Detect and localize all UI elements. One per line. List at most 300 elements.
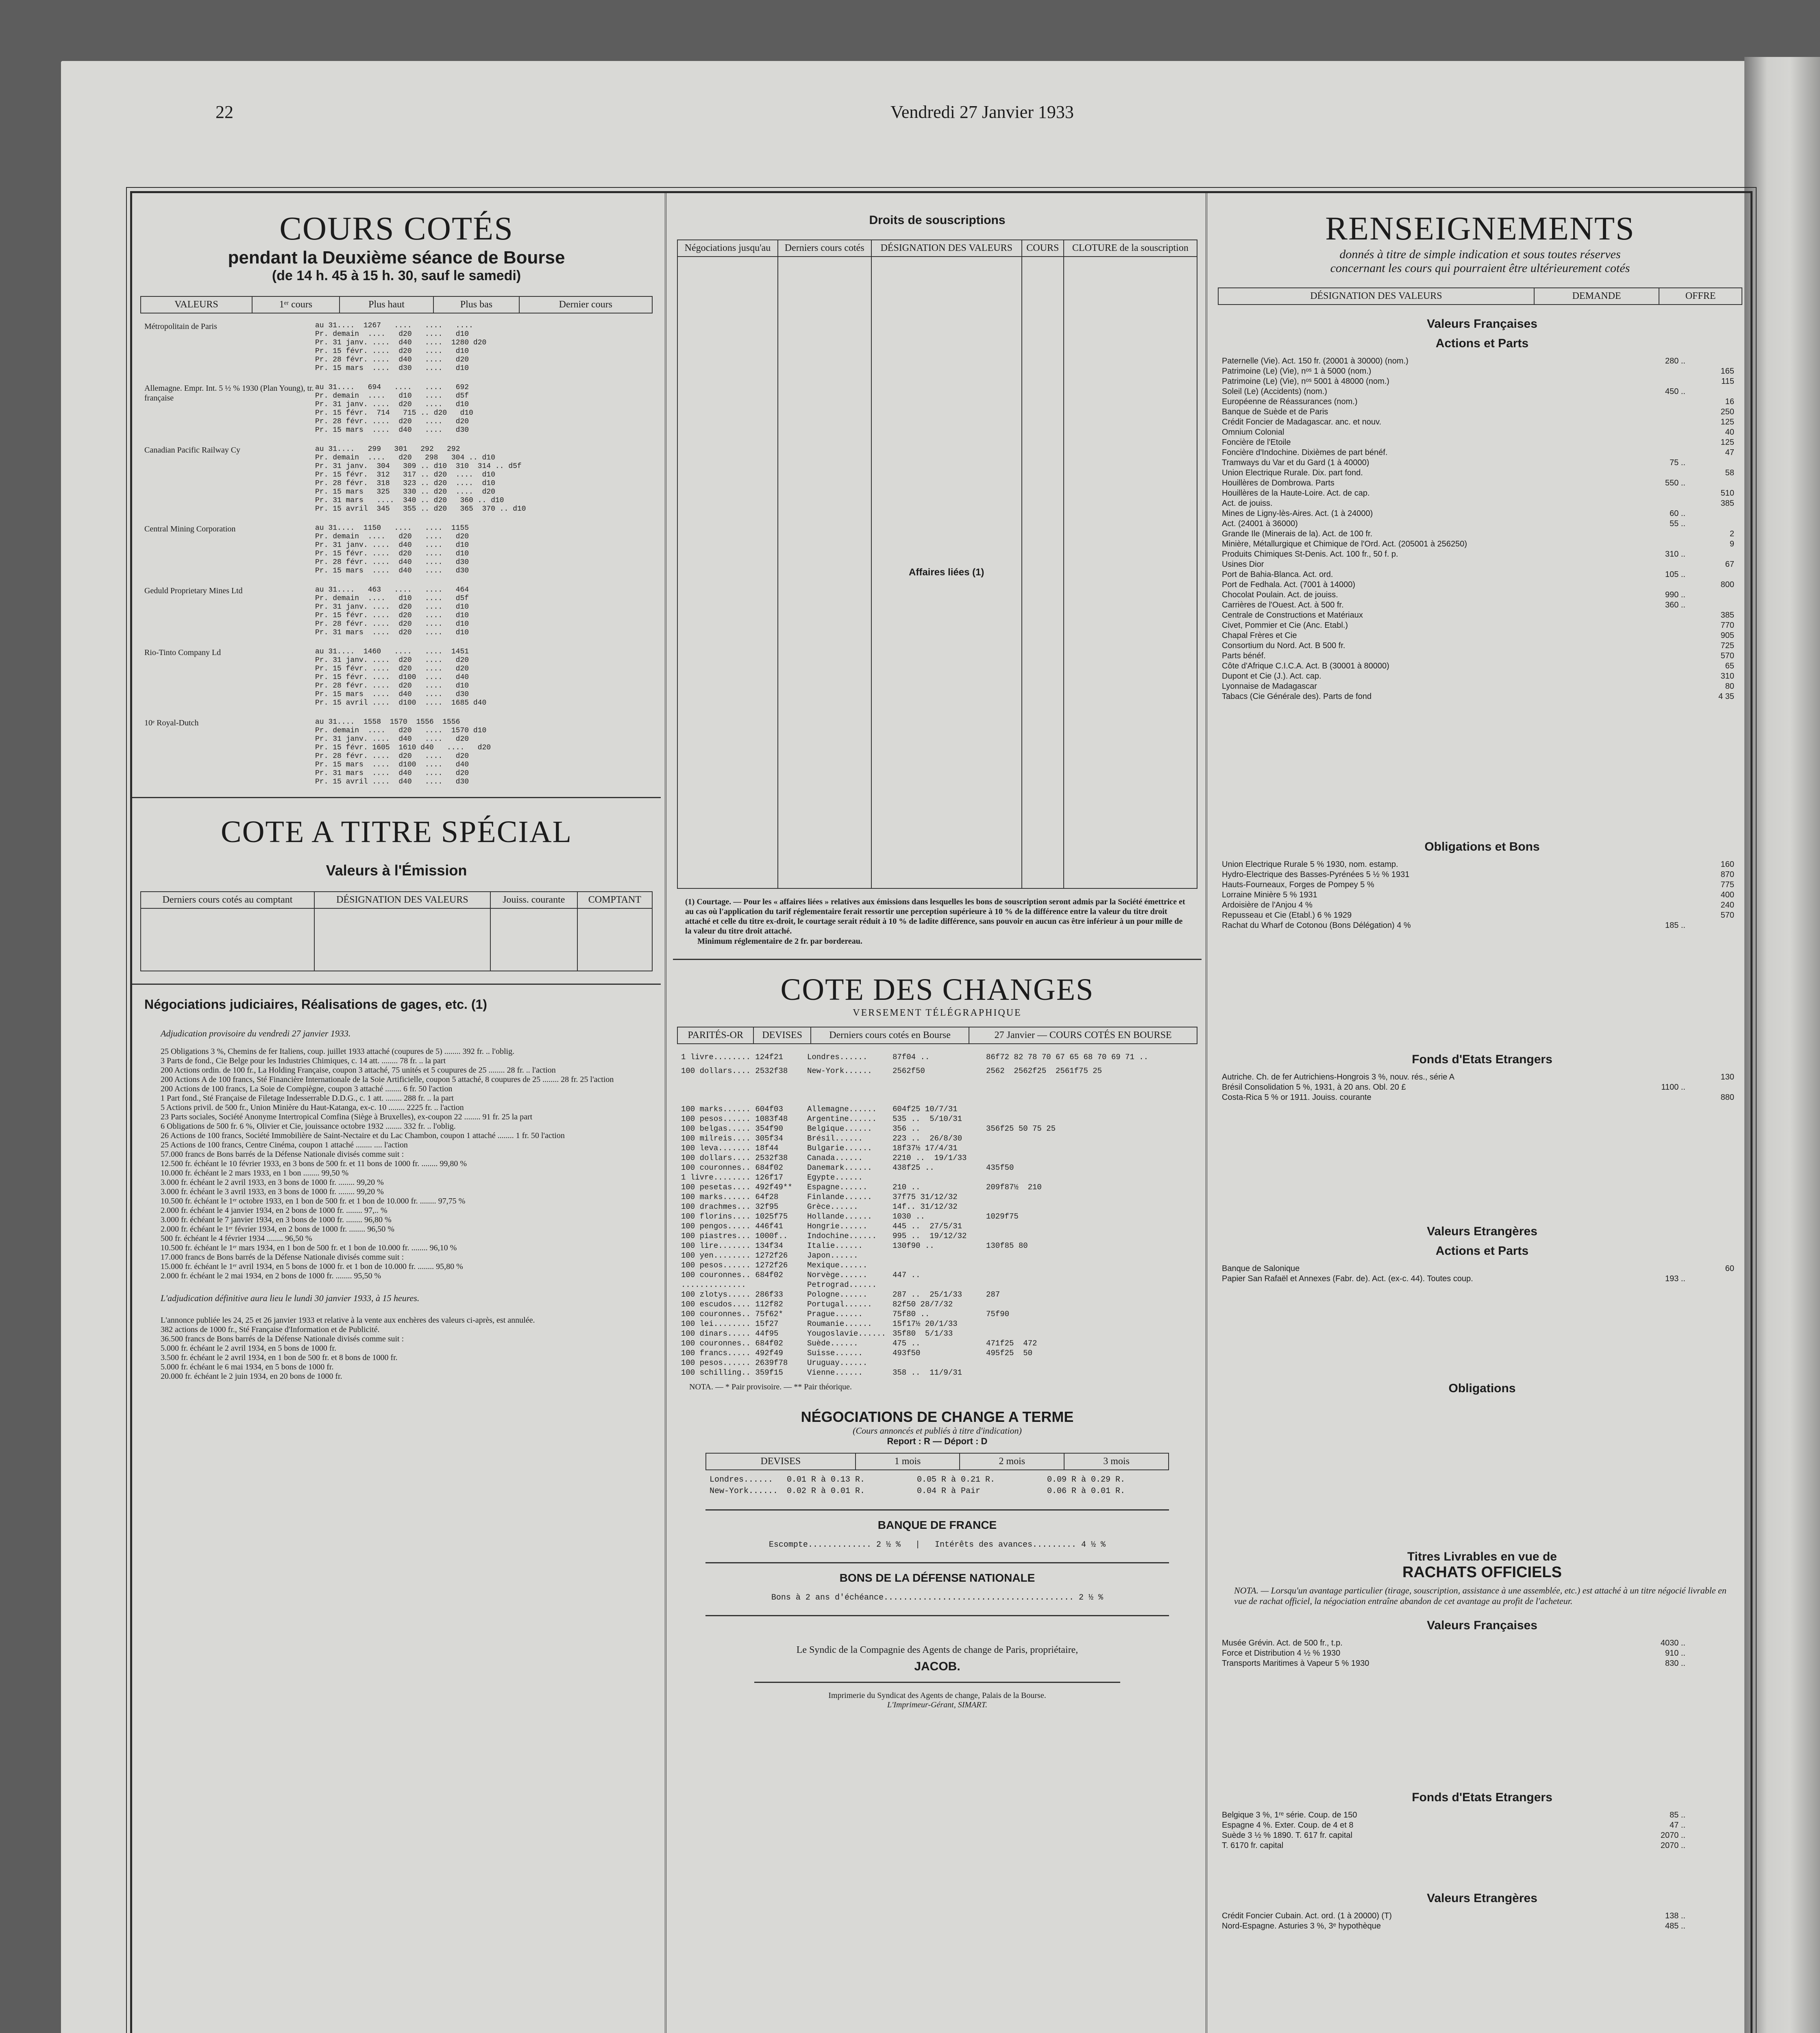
changes-cell: 100 pesetas.... 492f49** <box>681 1183 792 1192</box>
value-name: Centrale de Constructions et Matériaux <box>1222 611 1363 620</box>
special-empty-cell <box>490 908 577 971</box>
page-frame <box>130 191 1753 2033</box>
cours-quote-line: Pr. 15 févr. .... d20 .... d10 <box>315 612 469 620</box>
value-name: Chapal Frères et Cie <box>1222 631 1297 640</box>
cours-quote-line: Pr. 31 mars .... d20 .... d10 <box>315 629 469 637</box>
terme-cell: Londres...... <box>710 1475 773 1484</box>
cours-value-name: Central Mining Corporation <box>144 525 236 533</box>
renseignement-row <box>1222 590 1742 600</box>
nego-title: Négociations judiciaires, Réalisations de gages, etc. (1) <box>144 997 487 1012</box>
value-demande <box>1628 417 1685 427</box>
changes-cell <box>986 1251 1181 1260</box>
changes-subtitle: VERSEMENT TÉLÉGRAPHIQUE <box>853 1008 1022 1018</box>
changes-row <box>681 1182 1197 1192</box>
changes-cell <box>893 1280 986 1290</box>
changes-cell <box>986 1173 1181 1182</box>
nego-line: 25 Obligations 3 %, Chemins de fer Italiens, coup. juillet 1933 attaché (coupures de 5) ........ 392 fr. .. l'oblig. <box>161 1047 515 1056</box>
cours-subtitle-hours: (de 14 h. 45 à 15 h. 30, sauf le samedi) <box>272 268 521 283</box>
value-offre <box>1685 478 1734 488</box>
special-empty-cell <box>141 908 314 971</box>
value-demande <box>1628 681 1685 692</box>
value-demande <box>1628 468 1685 478</box>
syndic-line: Le Syndic de la Compagnie des Agents de change de Paris, propriétaire, <box>796 1645 1078 1655</box>
changes-cell: 471f25 472 <box>986 1339 1037 1348</box>
fonds-row <box>1222 1082 1742 1093</box>
cours-quote-line: Pr. demain .... d20 .... d20 <box>315 533 469 541</box>
value-name: Civet, Pommier et Cie (Anc. Etabl.) <box>1222 621 1348 630</box>
value-offre: 165 <box>1720 367 1734 376</box>
middle-column <box>673 193 1202 2033</box>
cours-quote-line: Pr. 15 mars .... d100 .... d40 <box>315 761 469 769</box>
obligation-row <box>1222 921 1742 931</box>
cours-quote-line: Pr. 15 mars .... d40 .... d30 <box>315 690 469 699</box>
changes-cell: 100 couronnes.. 684f02 <box>681 1339 783 1348</box>
value-demande: 280 .. <box>1665 357 1685 366</box>
changes-cell: 15f17½ 20/1/33 <box>893 1319 958 1328</box>
value-offre: 250 <box>1720 407 1734 416</box>
changes-row <box>681 1163 1197 1173</box>
special-subtitle: Valeurs à l'Émission <box>326 862 467 879</box>
cours-quote-line: Pr. 15 mars .... d40 .... d30 <box>315 426 469 434</box>
annonce-line: 36.500 francs de Bons barrés de la Défense Nationale divisés comme suit : <box>161 1334 404 1343</box>
changes-cell: 493f50 <box>893 1349 921 1358</box>
changes-cell: Uruguay...... <box>807 1358 868 1367</box>
banque-line: Escompte............. 2 ½ % | Intérêts des avances......... 4 ½ % <box>768 1540 1106 1550</box>
special-header-cell: Derniers cours cotés au comptant <box>141 892 314 908</box>
value-demande: 550 .. <box>1665 479 1685 488</box>
value-offre: 80 <box>1725 682 1734 691</box>
terme-cell: 0.02 R à 0.01 R. <box>787 1487 865 1496</box>
terme-cell: 0.04 R à Pair <box>917 1487 981 1496</box>
nego-line: 2.000 fr. échéant le 1ᵉʳ février 1934, en 2 bons de 1000 fr. ........ 96,50 % <box>161 1225 394 1234</box>
changes-cell: 100 drachmes... 32f95 <box>681 1202 779 1211</box>
value-offre: 870 <box>1720 870 1734 879</box>
value-demande <box>1628 910 1685 921</box>
changes-cell: 100 pesos...... 2639f78 <box>681 1358 788 1367</box>
droits-header-cell: COURS <box>1022 240 1064 257</box>
value-demande <box>1628 438 1685 448</box>
changes-cell: Roumanie...... <box>807 1319 872 1328</box>
changes-cell <box>986 1329 1181 1339</box>
cours-quote-line: Pr. 15 mars .... d30 .... d10 <box>315 364 469 372</box>
value-demande <box>1628 860 1685 870</box>
value-name: Transports Maritimes à Vapeur 5 % 1930 <box>1222 1659 1369 1668</box>
renseignement-row <box>1222 559 1742 570</box>
rachat-title-2: RACHATS OFFICIELS <box>1402 1564 1562 1581</box>
changes-cell: 223 .. 26/8/30 <box>893 1134 962 1143</box>
rachat-ve-row <box>1222 1921 1742 1931</box>
changes-cell <box>893 1251 986 1260</box>
rachat-fe-title: Fonds d'Etats Etrangers <box>1412 1791 1552 1804</box>
value-demande <box>1628 559 1685 570</box>
changes-cell: Norvège...... <box>807 1271 868 1280</box>
value-name: Crédit Foncier Cubain. Act. ord. (1 à 20000) (T) <box>1222 1911 1392 1920</box>
value-offre: 60 <box>1725 1264 1734 1273</box>
changes-cell: Bulgarie...... <box>807 1144 872 1153</box>
droits-col-2 <box>778 257 871 888</box>
imprimerie-line: Imprimerie du Syndicat des Agents de change, Palais de la Bourse. <box>828 1691 1046 1700</box>
changes-cell: 75f90 <box>986 1310 1010 1319</box>
cours-quote-line: Pr. 15 avril .... d40 .... d30 <box>315 778 469 786</box>
value-demande <box>1628 1072 1685 1082</box>
value-name: Rachat du Wharf de Cotonou (Bons Délégation) 4 % <box>1222 921 1411 930</box>
changes-cell: 445 .. 27/5/31 <box>893 1222 962 1231</box>
value-demande: 2070 .. <box>1660 1831 1685 1840</box>
value-offre: 770 <box>1720 621 1734 630</box>
changes-cell: Allemagne...... <box>807 1105 877 1114</box>
value-demande <box>1628 671 1685 681</box>
value-offre <box>1685 1082 1734 1093</box>
value-offre <box>1685 509 1734 519</box>
value-offre <box>1685 1820 1734 1831</box>
renseignement-row <box>1222 448 1742 458</box>
changes-body <box>681 1052 1197 1378</box>
banque-title: BANQUE DE FRANCE <box>877 1519 997 1531</box>
date-line: Vendredi 27 Janvier 1933 <box>890 102 1074 122</box>
value-offre: 240 <box>1720 901 1734 910</box>
nego-line: 17.000 francs de Bons barrés de la Défense Nationale divisés comme suit : <box>161 1253 404 1262</box>
special-header-cell: COMPTANT <box>577 892 652 908</box>
value-demande: 185 .. <box>1665 921 1685 930</box>
annonce-line: 3.500 fr. échéant le 2 avril 1934, en 1 bon de 500 fr. et 8 bons de 1000 fr. <box>161 1353 398 1362</box>
changes-row <box>681 1348 1197 1358</box>
value-name: Port de Fedhala. Act. (7001 à 14000) <box>1222 580 1355 589</box>
value-name: Espagne 4 %. Exter. Coup. de 4 et 8 <box>1222 1821 1354 1830</box>
value-demande <box>1628 631 1685 641</box>
renseignement-row <box>1222 498 1742 509</box>
changes-cell: 35f80 5/1/33 <box>893 1329 953 1338</box>
cours-quote-line: Pr. 28 févr. .... d20 .... d10 <box>315 682 469 690</box>
rachat-ve-row <box>1222 1911 1742 1921</box>
value-demande <box>1628 1264 1685 1274</box>
nego-line: 5 Actions privil. de 500 fr., Union Minière du Haut-Katanga, ex-c. 10 ........ 2225 fr. .. l'action <box>161 1103 464 1112</box>
renseignements-sub2: concernant les cours qui pourraient être ultérieurement cotés <box>1330 261 1630 275</box>
cours-quote-line: Pr. 15 févr. .... d100 .... d40 <box>315 673 469 681</box>
changes-cell: 100 belgas..... 354f90 <box>681 1124 783 1133</box>
changes-row <box>681 1212 1197 1221</box>
cours-quote-line: Pr. 31 janv. .... d20 .... d10 <box>315 603 469 611</box>
value-offre <box>1685 1810 1734 1820</box>
bons-title: BONS DE LA DÉFENSE NATIONALE <box>839 1572 1035 1584</box>
value-offre <box>1685 921 1734 931</box>
value-demande: 60 .. <box>1670 509 1685 518</box>
nego-line: 10.500 fr. échéant le 1ᵉʳ octobre 1933, en 1 bon de 500 fr. et 1 bon de 10.000 fr. ........ 97,75 % <box>161 1197 466 1206</box>
value-name: Européenne de Réassurances (nom.) <box>1222 397 1358 406</box>
nego-line: 10.500 fr. échéant le 1ᵉʳ mars 1934, en 1 bon de 500 fr. et 1 bon de 10.000 fr. ........ 96,10 % <box>161 1243 457 1252</box>
changes-cell: 100 dollars.... 2532f38 <box>681 1154 788 1162</box>
annonce-line: L'annonce publiée les 24, 25 et 26 janvier 1933 et relative à la vente aux enchères des valeurs ci-après, est annulée. <box>161 1316 535 1325</box>
changes-row <box>681 1251 1197 1260</box>
value-demande <box>1628 610 1685 620</box>
changes-cell: 130f90 .. <box>893 1241 934 1250</box>
value-offre <box>1685 356 1734 366</box>
cours-title: COURS COTÉS <box>279 210 514 247</box>
changes-cell: 475 .. <box>893 1339 921 1348</box>
droits-col-4 <box>1022 257 1064 888</box>
changes-header-cell: PARITÉS-OR <box>677 1027 753 1044</box>
changes-row <box>681 1143 1197 1153</box>
column-separator <box>1206 193 1207 2033</box>
changes-cell <box>986 1192 1181 1202</box>
cours-quote-line: Pr. 28 févr. .... d20 .... d20 <box>315 752 469 760</box>
changes-cell: 86f72 82 78 70 67 65 68 70 69 71 .. <box>986 1053 1149 1062</box>
nego-lines <box>148 1047 653 1281</box>
changes-cell: 209f87½ 210 <box>986 1183 1042 1192</box>
cours-row <box>144 383 653 435</box>
renseignement-row <box>1222 458 1742 468</box>
value-offre: 310 <box>1720 672 1734 681</box>
changes-cell <box>986 1231 1181 1241</box>
changes-cell <box>986 1202 1181 1212</box>
terme-header-cell: 3 mois <box>1064 1453 1169 1470</box>
changes-title: COTE DES CHANGES <box>780 973 1094 1007</box>
renseignements-header-cell: DEMANDE <box>1534 288 1659 305</box>
changes-cell: 100 florins.... 1025f75 <box>681 1212 788 1221</box>
value-offre: 400 <box>1720 890 1734 899</box>
nego-line: 25 Actions de 100 francs, Centre Cinéma, coupon 1 attaché ........ .... l'action <box>161 1141 408 1149</box>
nego-line: 200 Actions ordin. de 100 fr., La Holding Française, coupon 3 attaché, 75 unités et 5 coupures de 25 ........ 28 fr. .. l'action <box>161 1066 556 1075</box>
value-name: Omnium Colonial <box>1222 428 1284 437</box>
value-name: Papier San Rafaël et Annexes (Fabr. de). Act. (ex-c. 44). Toutes coup. <box>1222 1274 1473 1283</box>
value-demande <box>1628 890 1685 900</box>
renseignements-header-cell: OFFRE <box>1659 288 1742 305</box>
terme-row <box>710 1474 1169 1486</box>
value-demande <box>1628 397 1685 407</box>
rachat-fe-row <box>1222 1831 1742 1841</box>
renseignement-row <box>1222 377 1742 387</box>
changes-cell: 75f80 .. <box>893 1310 930 1319</box>
changes-cell: New-York...... <box>807 1067 872 1075</box>
changes-row <box>681 1241 1197 1251</box>
value-name: Lyonnaise de Madagascar <box>1222 682 1317 691</box>
affaires-liees: Affaires liées (1) <box>871 257 1022 888</box>
cours-row <box>144 524 653 575</box>
value-offre: 130 <box>1720 1073 1734 1082</box>
imprimeur-gerant: L'Imprimeur-Gérant, SIMART. <box>887 1700 988 1709</box>
value-offre <box>1685 1659 1734 1669</box>
rachat-fe-row <box>1222 1841 1742 1851</box>
cours-row <box>144 718 653 786</box>
cours-quote-line: Pr. 31 janv. 304 309 .. d10 310 314 .. d5f <box>315 462 522 470</box>
annonce-line: 20.000 fr. échéant le 2 juin 1934, en 20 bons de 1000 fr. <box>161 1372 342 1381</box>
column-separator <box>665 193 666 2033</box>
cours-quote-line: Pr. demain .... d20 .... 1570 d10 <box>315 727 487 735</box>
cours-quote-line: Pr. 28 févr. .... d20 .... d20 <box>315 418 469 426</box>
value-name: Port de Bahia-Blanca. Act. ord. <box>1222 570 1333 579</box>
rachat-fe-row <box>1222 1810 1742 1820</box>
changes-cell: Japon...... <box>807 1251 858 1260</box>
renseignement-row <box>1222 407 1742 417</box>
terme-legend: Report : R — Déport : D <box>887 1436 988 1446</box>
cours-quote-line: Pr. 15 févr. .... d20 .... d10 <box>315 347 469 355</box>
changes-row <box>681 1270 1197 1280</box>
terme-cell: 0.05 R à 0.21 R. <box>917 1475 995 1484</box>
changes-cell: 1029f75 <box>986 1212 1019 1221</box>
droits-header-cell: DÉSIGNATION DES VALEURS <box>871 240 1022 257</box>
value-name: Consortium du Nord. Act. B 500 fr. <box>1222 641 1345 650</box>
nego-line: 57.000 francs de Bons barrés de la Défense Nationale divisés comme suit : <box>161 1150 404 1159</box>
cours-quote-line: Pr. 15 févr. 714 715 .. d20 d10 <box>315 409 473 417</box>
valeurs-francaises-title: Valeurs Françaises <box>1427 317 1537 331</box>
cours-quote-line: Pr. 31 janv. .... d40 .... d20 <box>315 735 469 743</box>
nego-line: 12.500 fr. échéant le 10 février 1933, en 3 bons de 500 fr. et 11 bons de 1000 fr. ........ 99,80 % <box>161 1159 467 1168</box>
value-demande <box>1628 427 1685 438</box>
changes-cell: 100 pesos...... 1272f26 <box>681 1261 788 1270</box>
fonds-row <box>1222 1072 1742 1082</box>
value-name: Foncière de l'Etoile <box>1222 438 1291 447</box>
changes-cell: 100 zlotys..... 286f33 <box>681 1290 783 1299</box>
value-demande <box>1628 529 1685 539</box>
value-offre: 775 <box>1720 880 1734 889</box>
rachat-fe-row <box>1222 1820 1742 1831</box>
value-demande: 47 .. <box>1670 1821 1685 1830</box>
value-name: Brésil Consolidation 5 %, 1931, à 20 ans. Obl. 20 £ <box>1222 1083 1406 1092</box>
renseignement-row <box>1222 570 1742 580</box>
renseignement-row <box>1222 692 1742 702</box>
cours-header-cell: Dernier cours <box>519 296 652 313</box>
cours-quote-line: Pr. demain .... d20 .... d10 <box>315 330 469 338</box>
value-offre <box>1685 1921 1734 1931</box>
special-title: COTE A TITRE SPÉCIAL <box>220 815 573 849</box>
value-demande: 85 .. <box>1670 1811 1685 1820</box>
changes-row <box>681 1299 1197 1309</box>
changes-cell: 356f25 50 75 25 <box>986 1124 1056 1133</box>
fonds-etats-title: Fonds d'Etats Etrangers <box>1412 1053 1552 1066</box>
value-name: Patrimoine (Le) (Vie), nᵒˢ 1 à 5000 (nom.) <box>1222 367 1372 376</box>
changes-cell: Yougoslavie...... <box>807 1329 886 1338</box>
renseignement-row <box>1222 387 1742 397</box>
cours-quote-line: Pr. 15 mars 325 330 .. d20 .... d20 <box>315 488 495 496</box>
changes-cell: 14f.. 31/12/32 <box>893 1202 958 1211</box>
changes-cell: Petrograd...... <box>807 1280 877 1289</box>
value-name: Ardoisière de l'Anjou 4 % <box>1222 901 1313 910</box>
changes-cell: Vienne...... <box>807 1368 863 1377</box>
renseignement-row <box>1222 600 1742 610</box>
value-name: Hydro-Electrique des Basses-Pyrénées 5 ½ % 1931 <box>1222 870 1410 879</box>
value-offre: 40 <box>1725 428 1734 437</box>
changes-cell: 2562f50 <box>893 1067 925 1075</box>
value-demande <box>1628 870 1685 880</box>
cours-value-name: Canadian Pacific Railway Cy <box>144 446 241 455</box>
special-empty-cell <box>314 908 490 971</box>
changes-cell <box>893 1260 986 1270</box>
changes-cell: 100 pengos..... 446f41 <box>681 1222 783 1231</box>
changes-cell: Espagne...... <box>807 1183 868 1192</box>
changes-cell <box>986 1221 1181 1231</box>
cours-quotes <box>315 322 486 373</box>
changes-cell: 100 lei........ 15f27 <box>681 1319 779 1328</box>
value-name: Act. de jouiss. <box>1222 499 1273 508</box>
changes-header-cell: Derniers cours cotés en Bourse <box>811 1027 969 1044</box>
value-demande <box>1628 377 1685 387</box>
value-name: Dupont et Cie (J.). Act. cap. <box>1222 672 1321 681</box>
droits-table <box>677 239 1197 889</box>
renseignement-row <box>1222 397 1742 407</box>
value-demande <box>1628 498 1685 509</box>
changes-header-cell: DEVISES <box>753 1027 810 1044</box>
value-demande <box>1628 448 1685 458</box>
cours-quotes <box>315 718 491 786</box>
value-offre <box>1685 1841 1734 1851</box>
nego-line: 1 Part fond., Sté Française de Filetage Indesserrable D.D.G., c. 1 att. ........ 288 fr. .. la part <box>161 1094 454 1103</box>
cours-quotes <box>315 648 486 707</box>
value-offre: 510 <box>1720 489 1734 498</box>
renseignement-row <box>1222 671 1742 681</box>
value-name: Nord-Espagne. Asturies 3 %, 3ᵉ hypothèque <box>1222 1922 1381 1931</box>
changes-row <box>681 1368 1197 1378</box>
cours-body <box>144 322 653 786</box>
changes-cell: Mexique...... <box>807 1261 868 1270</box>
cours-quote-line: Pr. 15 avril 345 355 .. d20 365 370 .. d10 <box>315 505 526 513</box>
value-offre <box>1685 458 1734 468</box>
changes-cell <box>986 1358 1181 1368</box>
changes-cell: Hollande...... <box>807 1212 872 1221</box>
cours-header-table <box>140 296 653 313</box>
changes-cell: 535 .. 5/10/31 <box>893 1114 962 1123</box>
right-column <box>1214 193 1746 2033</box>
changes-nota: NOTA. — * Pair provisoire. — ** Pair théorique. <box>689 1382 852 1391</box>
value-demande: 138 .. <box>1665 1911 1685 1920</box>
bons-line: Bons à 2 ans d'échéance....................................... 2 ½ % <box>771 1593 1104 1602</box>
cours-quote-line: au 31.... 1460 .... .... 1451 <box>315 648 469 656</box>
changes-row <box>681 1104 1197 1114</box>
droits-header-cell: Négociations jusqu'au <box>677 240 778 257</box>
changes-cell <box>893 1358 986 1368</box>
cours-quote-line: Pr. 28 févr. .... d40 .... d20 <box>315 356 469 364</box>
changes-cell: 358 .. 11/9/31 <box>893 1368 962 1377</box>
value-name: Minière, Métallurgique et Chimique de l'Ord. Act. (205001 à 256250) <box>1222 540 1467 549</box>
value-offre <box>1685 549 1734 559</box>
nego-line: 3 Parts de fond., Cie Belge pour les Industries Chimiques, c. 14 att. ........ 78 fr. .. la part <box>161 1056 446 1065</box>
value-name: Foncière d'Indochine. Dixièmes de part bénéf. <box>1222 448 1388 457</box>
terme-table <box>705 1453 1169 1470</box>
cours-quotes <box>315 445 526 514</box>
ve-row <box>1222 1274 1742 1284</box>
value-name: Force et Distribution 4 ½ % 1930 <box>1222 1649 1341 1658</box>
changes-row <box>681 1052 1197 1062</box>
renseignement-row <box>1222 681 1742 692</box>
value-offre <box>1685 1638 1734 1648</box>
changes-cell <box>986 1299 1181 1309</box>
value-name: Parts bénéf. <box>1222 651 1266 660</box>
page-number: 22 <box>216 102 233 122</box>
nego-line: 500 fr. échéant le 4 février 1934 ........ 96,50 % <box>161 1234 312 1243</box>
value-name: T. 6170 fr. capital <box>1222 1841 1284 1850</box>
cours-value-name: Métropolitain de Paris <box>144 322 217 331</box>
nego-line: 3.000 fr. échéant le 7 janvier 1934, en 3 bons de 1000 fr. ........ 96,80 % <box>161 1215 392 1224</box>
value-offre <box>1685 1831 1734 1841</box>
changes-cell: 100 couronnes.. 684f02 <box>681 1271 783 1280</box>
obligation-row <box>1222 860 1742 870</box>
value-offre: 385 <box>1720 611 1734 620</box>
value-offre <box>1685 1274 1734 1284</box>
cours-quote-line: Pr. 31 mars .... 340 .. d20 360 .. d10 <box>315 496 504 505</box>
nego-annonce <box>148 1316 653 1381</box>
value-demande: 1100 .. <box>1661 1083 1685 1092</box>
cours-quote-line: Pr. 15 févr. .... d20 .... d20 <box>315 665 469 673</box>
renseignement-row <box>1222 661 1742 671</box>
changes-cell: 130f85 80 <box>986 1241 1028 1250</box>
fonds-row <box>1222 1093 1742 1103</box>
cours-value-name: Rio-Tinto Company Ld <box>144 648 221 657</box>
changes-cell: 100 marks...... 64f28 <box>681 1193 779 1202</box>
value-name: Banque de Suède et de Paris <box>1222 407 1328 416</box>
value-name: Autriche. Ch. de fer Autrichiens-Hongrois 3 %, nouv. rés., série A <box>1222 1073 1455 1082</box>
value-name: Union Electrique Rurale. Dix. part fond. <box>1222 468 1363 477</box>
value-offre: 2 <box>1729 529 1734 538</box>
changes-cell <box>986 1134 1181 1143</box>
cours-quote-line: Pr. 28 févr. .... d20 .... d10 <box>315 620 469 628</box>
